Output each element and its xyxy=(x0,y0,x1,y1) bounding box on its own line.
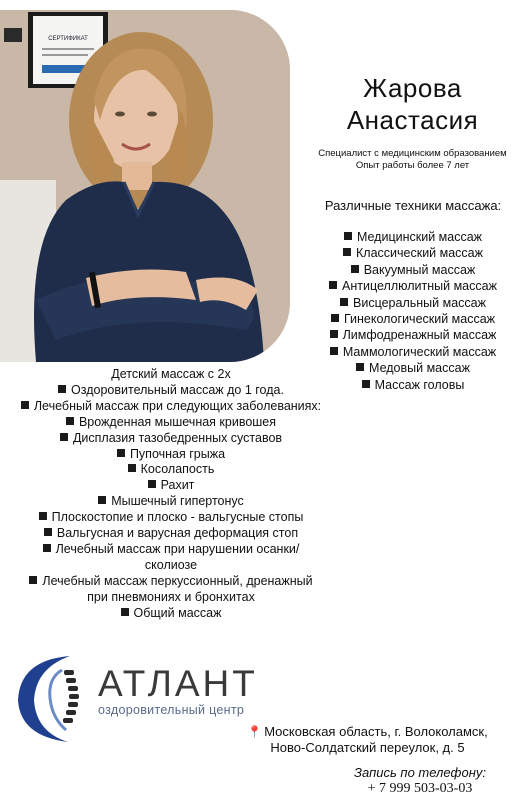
name-second-line: Анастасия xyxy=(346,105,479,135)
bullet-square-icon xyxy=(330,347,338,355)
phone-block xyxy=(320,765,520,797)
list-item-label: Мышечный гипертонус xyxy=(111,494,244,509)
list-item xyxy=(0,383,342,399)
bullet-square-icon xyxy=(340,298,348,306)
list-item xyxy=(0,399,342,415)
list-item-label: Детский массаж с 2х xyxy=(111,367,231,381)
list-item-label: при пневмониях и бронхитах xyxy=(87,589,255,604)
list-item-label: Рахит xyxy=(160,478,195,493)
brand-tagline: оздоровительный центр xyxy=(98,703,245,717)
list-item-label: Дисплазия тазобедренных суставов xyxy=(72,430,283,445)
bullet-square-icon xyxy=(128,464,136,472)
list-item-label: Лечебный массаж при нарушении осанки/ xyxy=(55,541,300,556)
list-item xyxy=(0,447,342,463)
bullet-square-icon xyxy=(21,401,29,409)
list-item xyxy=(0,478,342,494)
list-item-label: Лечебный массаж перкуссионный, дренажный xyxy=(42,573,313,588)
certificate-label: СЕРТИФИКАТ xyxy=(48,36,88,42)
list-item xyxy=(0,590,342,606)
list-item-label: Маммологический массаж xyxy=(342,344,497,359)
phone-number[interactable]: + 7 999 503-03-03 xyxy=(367,781,473,796)
list-item xyxy=(298,295,528,311)
list-item xyxy=(298,229,528,245)
list-item xyxy=(0,574,342,590)
list-item-label: Медицинский массаж xyxy=(356,230,483,244)
list-item xyxy=(0,415,342,431)
list-item xyxy=(0,542,342,558)
list-item-label: Лимфодренажный массаж xyxy=(342,328,497,343)
bullet-square-icon xyxy=(121,608,129,616)
list-item xyxy=(298,344,528,360)
bullet-square-icon xyxy=(330,330,338,338)
list-item-label: Лечебный массаж при следующих заболеваниях: xyxy=(33,398,322,413)
name-first-line: Жарова xyxy=(363,73,462,103)
bullet-square-icon xyxy=(331,314,339,322)
list-item xyxy=(0,526,342,542)
list-item xyxy=(298,311,528,327)
list-item-label: Антицеллюлитный массаж xyxy=(342,279,497,294)
list-item-label: Медовый массаж xyxy=(369,361,470,376)
list-item-label: сколиозе xyxy=(144,557,198,572)
bullet-square-icon xyxy=(29,576,37,584)
list-item-label: Висцеральный массаж xyxy=(353,295,486,310)
list-item-label: Классический массаж xyxy=(356,246,483,261)
list-item xyxy=(0,431,342,447)
brand-name: АТЛАНТ xyxy=(98,663,258,704)
list-item-label: Общий массаж xyxy=(133,605,222,620)
list-item xyxy=(298,245,528,261)
subtitle-experience: Опыт работы более 7 лет xyxy=(355,160,470,171)
bullet-square-icon xyxy=(344,232,352,240)
list-item xyxy=(0,510,342,526)
bullet-square-icon xyxy=(148,480,156,488)
bullet-square-icon xyxy=(44,528,52,536)
bullet-square-icon xyxy=(60,433,68,441)
list-item-label: Врожденная мышечная кривошея xyxy=(78,414,277,429)
bullet-square-icon xyxy=(58,385,66,393)
list-item xyxy=(298,278,528,294)
list-item-label: Вальгусная и варусная деформация стоп xyxy=(56,526,299,541)
children-massage-list xyxy=(0,367,342,622)
specialist-photo xyxy=(0,10,290,362)
techniques-heading: Различные техники массажа: xyxy=(324,198,502,213)
bullet-square-icon xyxy=(66,417,74,425)
list-item-label: Оздоровительный массаж до 1 года. xyxy=(71,382,284,397)
bullet-square-icon xyxy=(356,363,364,371)
specialist-name xyxy=(300,72,525,136)
list-item xyxy=(0,462,342,478)
address xyxy=(205,724,530,756)
list-item xyxy=(298,327,528,343)
list-item-label: Косолапость xyxy=(140,462,215,477)
list-item xyxy=(0,606,342,622)
bullet-square-icon xyxy=(43,544,51,552)
list-item-label: Пупочная грыжа xyxy=(129,446,226,461)
specialist-subtitle xyxy=(300,148,525,172)
bullet-square-icon xyxy=(98,496,106,504)
list-item-label: Гинекологический массаж xyxy=(343,312,496,327)
address-line2: Ново-Солдатский переулок, д. 5 xyxy=(270,740,465,755)
bullet-square-icon xyxy=(343,248,351,256)
subtitle-education: Специалист с медицинским образованием xyxy=(318,148,507,159)
list-item-label: Массаж головы xyxy=(374,377,465,392)
bullet-square-icon xyxy=(362,380,370,388)
address-line1: Московская область, г. Волоколамск, xyxy=(264,724,488,739)
list-item xyxy=(0,367,342,383)
bullet-square-icon xyxy=(351,265,359,273)
bullet-square-icon xyxy=(39,512,47,520)
list-item-label: Вакуумный массаж xyxy=(363,262,476,277)
list-item xyxy=(298,262,528,278)
list-item-label: Плоскостопие и плоско - вальгусные стопы xyxy=(51,510,304,525)
list-item xyxy=(0,558,342,574)
list-item xyxy=(0,494,342,510)
bullet-square-icon xyxy=(329,281,337,289)
bullet-square-icon xyxy=(117,449,125,457)
map-pin-icon: 📍 xyxy=(247,725,263,739)
phone-label: Запись по телефону: xyxy=(354,765,486,780)
